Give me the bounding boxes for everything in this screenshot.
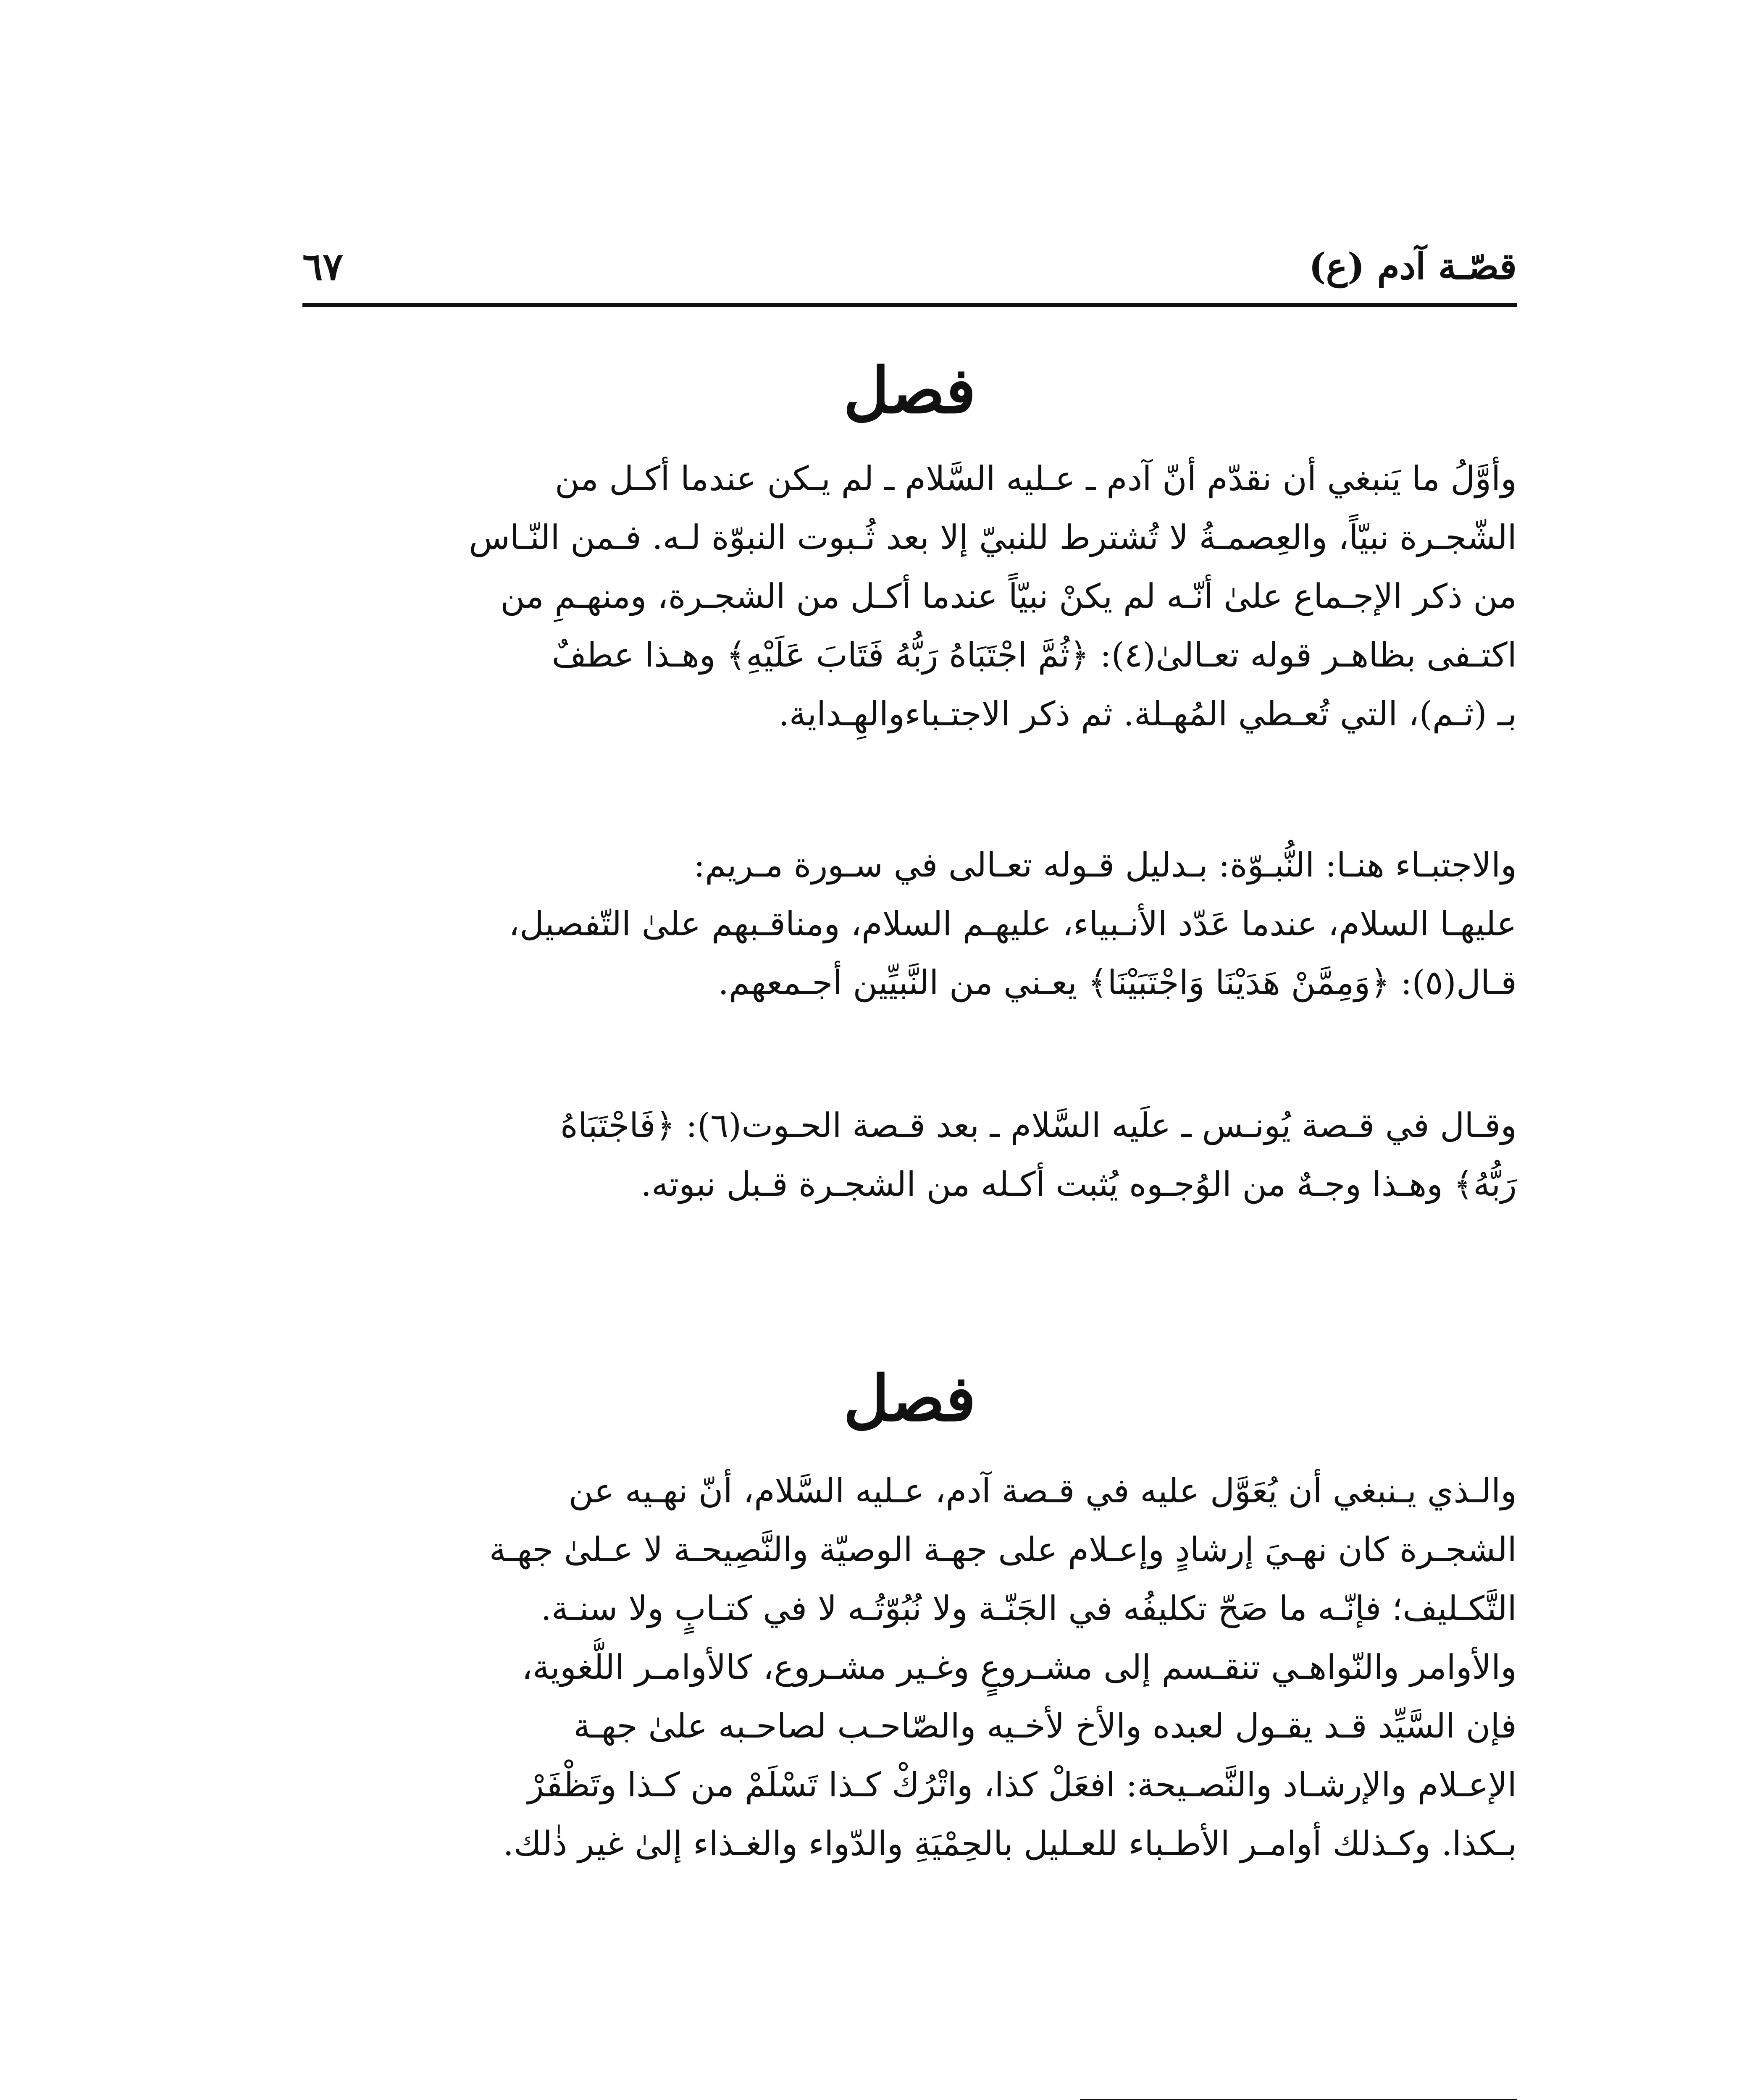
paragraph-line: من ذكر الإجـماع علىٰ أنّـه لم يكنْ نبيّاً عندما أكـل من الشجـرة، ومنهـمِ من xyxy=(500,577,1517,616)
paragraph-1 xyxy=(302,449,1517,743)
paragraph-line: والأوامر والنّواهـي تنقـسم إلى مشـروعٍ وغـير مشـروع، كالأوامـر اللُّغوية، xyxy=(522,1648,1517,1687)
running-header xyxy=(302,235,1517,298)
paragraph-line: بـكذا. وكـذلك أوامـر الأطـباء للعـليل بالحِمْيَةِ والدّواء والغـذاء إلىٰ غير ذٰلك. xyxy=(503,1824,1517,1863)
section-heading-2: فصل xyxy=(843,1362,976,1436)
paragraph-2 xyxy=(302,836,1517,1012)
paragraph-line: قـال(٥): ﴿وَمِمَّنْ هَدَيْنَا وَاجْتَبَيْنَا﴾ يعـني من النَّبيِّين أجـمعهم. xyxy=(718,963,1517,1002)
paragraph-line: وأوَّلُ ما يَنبغي أن نقدّم أنّ آدم ـ عـليه السَّلام ـ لم يـكن عندما أكـل من xyxy=(554,459,1517,498)
section-heading-1: فصل xyxy=(843,354,976,428)
paragraph-line: التَّكـليف؛ فإنّـه ما صَحّ تكليفُه في الجَنّـة ولا نُبُوّتُـه لا في كتـابٍ ولا سنـة. xyxy=(541,1589,1517,1628)
paragraph-line: بـ (ثـم)، التي تُعـطي المُهـلة. ثم ذكر الاجتـباءوالهِـداية. xyxy=(778,694,1517,733)
paragraph-line: والاجتبـاء هنـا: النُّبـوّة: بـدليل قـوله تعـالى في سـورة مـريم: xyxy=(693,845,1517,885)
paragraph-line: اكتـفى بظاهـر قوله تعـالىٰ(٤): ﴿ثُمَّ اجْتَبَاهُ رَبُّهُ فَتَابَ عَلَيْهِ﴾ وهـذا عطفٌ xyxy=(552,635,1517,675)
paragraph-line: الشّجـرة نبيّاً، والعِصمـةُ لا تُشترط للنبيّ إلا بعد ثُـبوت النبوّة لـه. فـمن النّـاس xyxy=(469,518,1517,557)
paragraph-line: الإعـلام والإرشـاد والنَّصـيحة: افعَلْ كذا، واتْرُكْ كـذا تَسْلَمْ من كـذا وتَظْفَرْ xyxy=(528,1765,1517,1804)
paragraph-line: عليهـا السلام، عندما عَدّد الأنـبياء، عليهـم السلام، ومناقـبهم علىٰ التّفصيل، xyxy=(509,904,1517,943)
page-number: ٦٧ xyxy=(302,244,343,289)
paragraph-line: فإن السَّيِّد قـد يقـول لعبده والأخ لأخـيه والصّاحـب لصاحـبه علىٰ جهـة xyxy=(573,1706,1517,1746)
paragraph-line: رَبُّهُ﴾ وهـذا وجـهٌ من الوُجـوه يُثبت أكـله من الشجـرة قـبل نبوته. xyxy=(641,1165,1517,1204)
paragraph-line: والـذي يـنبغي أن يُعَوَّل عليه في قـصة آدم، عـليه السَّلام، أنّ نهـيه عن xyxy=(568,1471,1517,1510)
paragraph-3 xyxy=(302,1096,1517,1214)
paragraph-line: الشجـرة كان نهـيَ إرشادٍ وإعـلام على جهـة الوصيّة والنَّصِيحـة لا عـلىٰ جهـة xyxy=(489,1530,1517,1569)
header-rule xyxy=(302,303,1517,307)
paragraph-4 xyxy=(302,1462,1517,1873)
running-header-title: قصّـة آدم (ع) xyxy=(1308,245,1517,288)
paragraph-line: وقـال في قـصة يُونـس ـ علَيه السَّلام ـ بعد قـصة الحـوت(٦): ﴿فَاجْتَبَاهُ xyxy=(560,1106,1517,1145)
